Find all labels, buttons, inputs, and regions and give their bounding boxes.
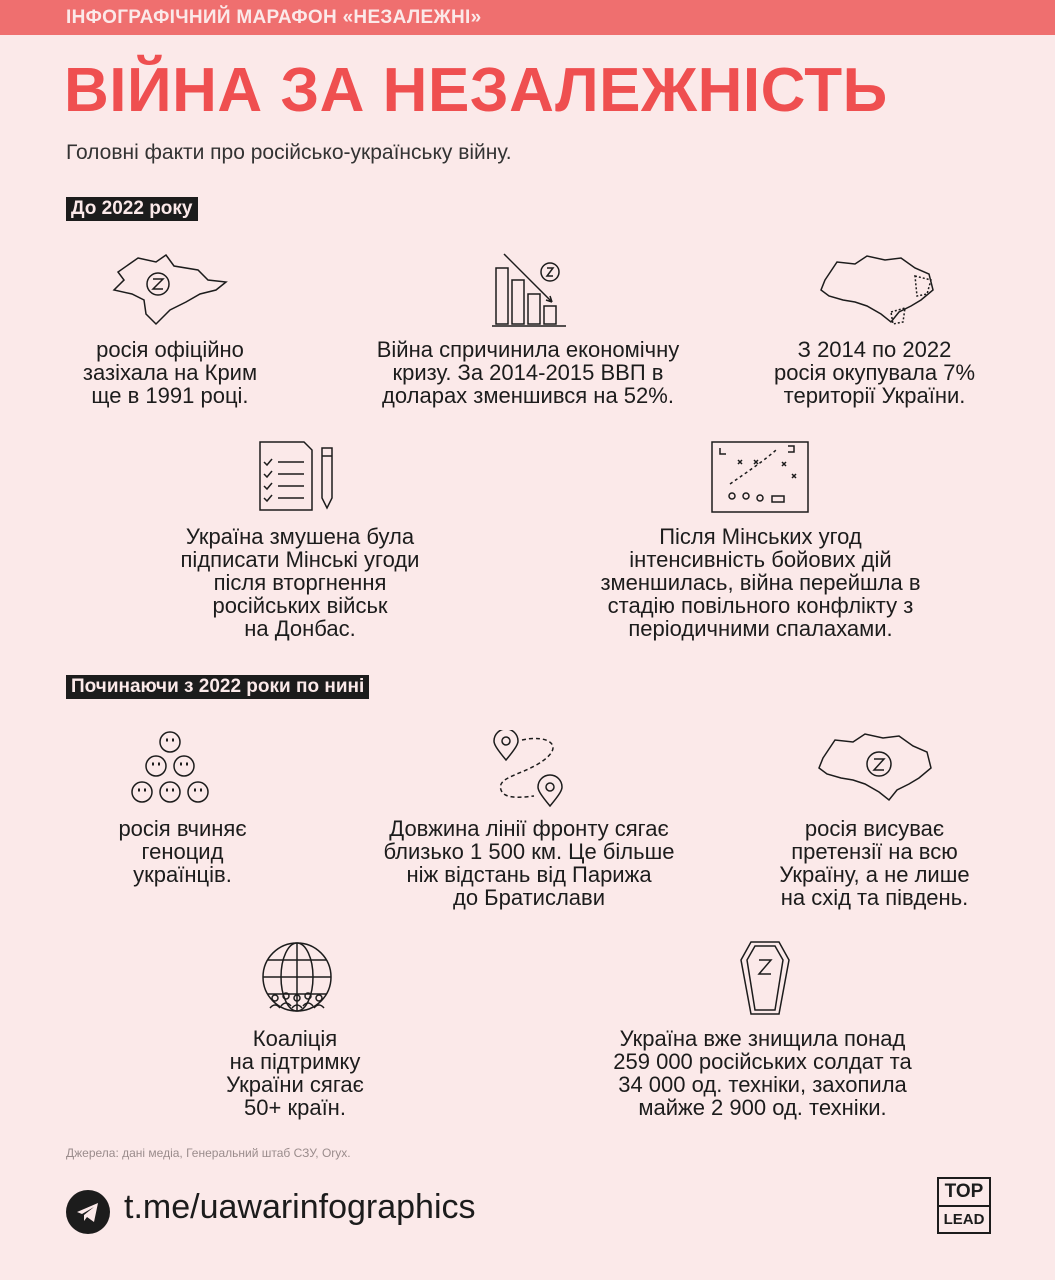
sources-note: Джерела: дані медіа, Генеральний штаб СЗУ, Oryx. bbox=[66, 1146, 351, 1160]
ukraine-occupied-map-icon bbox=[815, 250, 937, 330]
fact-crimea: росія офіційно зазіхала на Крим ще в 1991 році. bbox=[82, 337, 258, 408]
fact-occupied-territory: З 2014 по 2022 росія окупувала 7% території України. bbox=[773, 337, 976, 408]
page-title: ВІЙНА ЗА НЕЗАЛЕЖНІСТЬ bbox=[64, 56, 888, 125]
route-pins-icon bbox=[488, 730, 568, 810]
fact-minsk-agreements: Україна змушена була підписати Мінські угоди після вторгнення російських військ на Донбас. bbox=[180, 524, 420, 641]
globe-people-icon bbox=[258, 940, 336, 1018]
telegram-link[interactable]: t.me/uawarinfographics bbox=[124, 1188, 476, 1226]
fact-frontline-length: Довжина лінії фронту сягає близько 1 500 км. Це більше ніж відстань від Парижа до Братислави bbox=[383, 816, 675, 910]
logo-top-text: TOP bbox=[939, 1179, 989, 1207]
section-label-before-2022: До 2022 року bbox=[66, 197, 198, 221]
page-subtitle: Головні факти про російсько-українську війну. bbox=[66, 141, 512, 164]
battle-plan-icon bbox=[710, 440, 810, 514]
fact-coalition: Коаліція на підтримку України сягає 50+ країн. bbox=[226, 1026, 364, 1120]
fact-economic-crisis: Війна спричинила економічну кризу. За 2014-2015 ВВП в доларах зменшився на 52%. bbox=[376, 337, 680, 408]
logo-bottom-text: LEAD bbox=[943, 1211, 985, 1228]
fact-losses: Україна вже знищила понад 259 000 російських солдат та 34 000 од. техніки, захопила майже 2 900 од. техніки. bbox=[613, 1026, 912, 1120]
skulls-pyramid-icon bbox=[130, 730, 210, 808]
marathon-label: ІНФОГРАФІЧНИЙ МАРАФОН «НЕЗАЛЕЖНІ» bbox=[66, 7, 482, 28]
crimea-map-icon bbox=[108, 250, 230, 330]
coffin-z-icon bbox=[735, 940, 795, 1016]
section-label-since-2022: Починаючи з 2022 роки по нині bbox=[66, 675, 369, 699]
telegram-icon[interactable] bbox=[66, 1190, 110, 1234]
fact-slow-conflict: Після Мінських угод інтенсивність бойових дій зменшилась, війна перейшла в стадію повільного конфлікту з періодичними спалахами. bbox=[600, 524, 921, 641]
header-bar bbox=[0, 0, 1055, 35]
toplead-logo bbox=[937, 1177, 991, 1234]
document-pen-icon bbox=[256, 440, 338, 512]
fact-claims-all-ukraine: росія висуває претензії на всю Україну, а не лише на схід та південь. bbox=[779, 816, 970, 910]
declining-chart-icon bbox=[490, 250, 570, 330]
ukraine-z-map-icon bbox=[815, 730, 937, 808]
fact-genocide: росія вчиняє геноцид українців. bbox=[118, 816, 247, 887]
